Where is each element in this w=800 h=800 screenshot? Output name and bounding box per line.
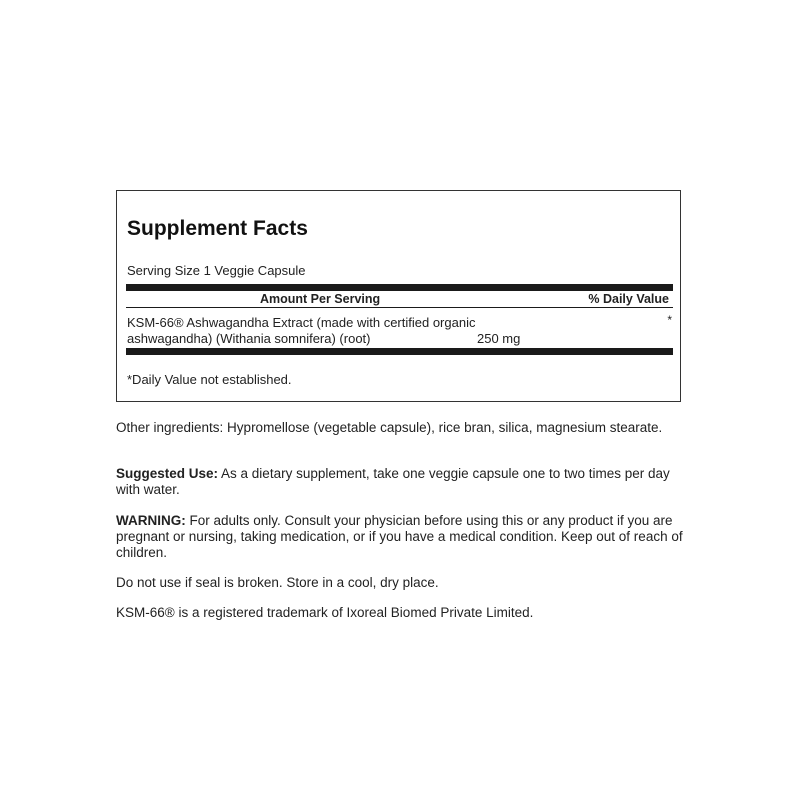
suggested-use-text: As a dietary supplement, take one veggie capsule one to two times per day with water.: [116, 466, 670, 497]
thin-divider: [126, 307, 673, 308]
warning: [116, 513, 684, 561]
thick-divider-bottom: [126, 348, 673, 355]
facts-title: Supplement Facts: [127, 217, 308, 240]
suggested-use-label: Suggested Use:: [116, 466, 219, 481]
suggested-use: [116, 466, 684, 498]
thick-divider-top: [126, 284, 673, 291]
warning-text: For adults only. Consult your physician before using this or any product if you are pregnant or nursing, taking medication, or if you have a medical condition. Keep out of reach of children.: [116, 513, 683, 560]
ingredient-daily-value: *: [667, 313, 672, 327]
ingredient-amount: 250 mg: [477, 331, 521, 346]
supplement-facts-panel: [116, 190, 681, 402]
storage-instructions: Do not use if seal is broken. Store in a cool, dry place.: [116, 575, 439, 590]
other-ingredients: Other ingredients: Hypromellose (vegetable capsule), rice bran, silica, magnesium stearate.: [116, 420, 663, 435]
serving-size: Serving Size 1 Veggie Capsule: [127, 263, 306, 278]
header-daily-value: % Daily Value: [588, 292, 669, 306]
ingredient-name: KSM-66® Ashwagandha Extract (made with certified organic ashwagandha) (Withania somnifera) (root): [127, 315, 476, 346]
trademark-notice: KSM-66® is a registered trademark of Ixoreal Biomed Private Limited.: [116, 605, 534, 620]
header-amount-per-serving: Amount Per Serving: [260, 292, 381, 306]
facts-header-row: [126, 292, 673, 307]
daily-value-footnote: *Daily Value not established.: [127, 372, 292, 387]
warning-label: WARNING:: [116, 513, 186, 528]
